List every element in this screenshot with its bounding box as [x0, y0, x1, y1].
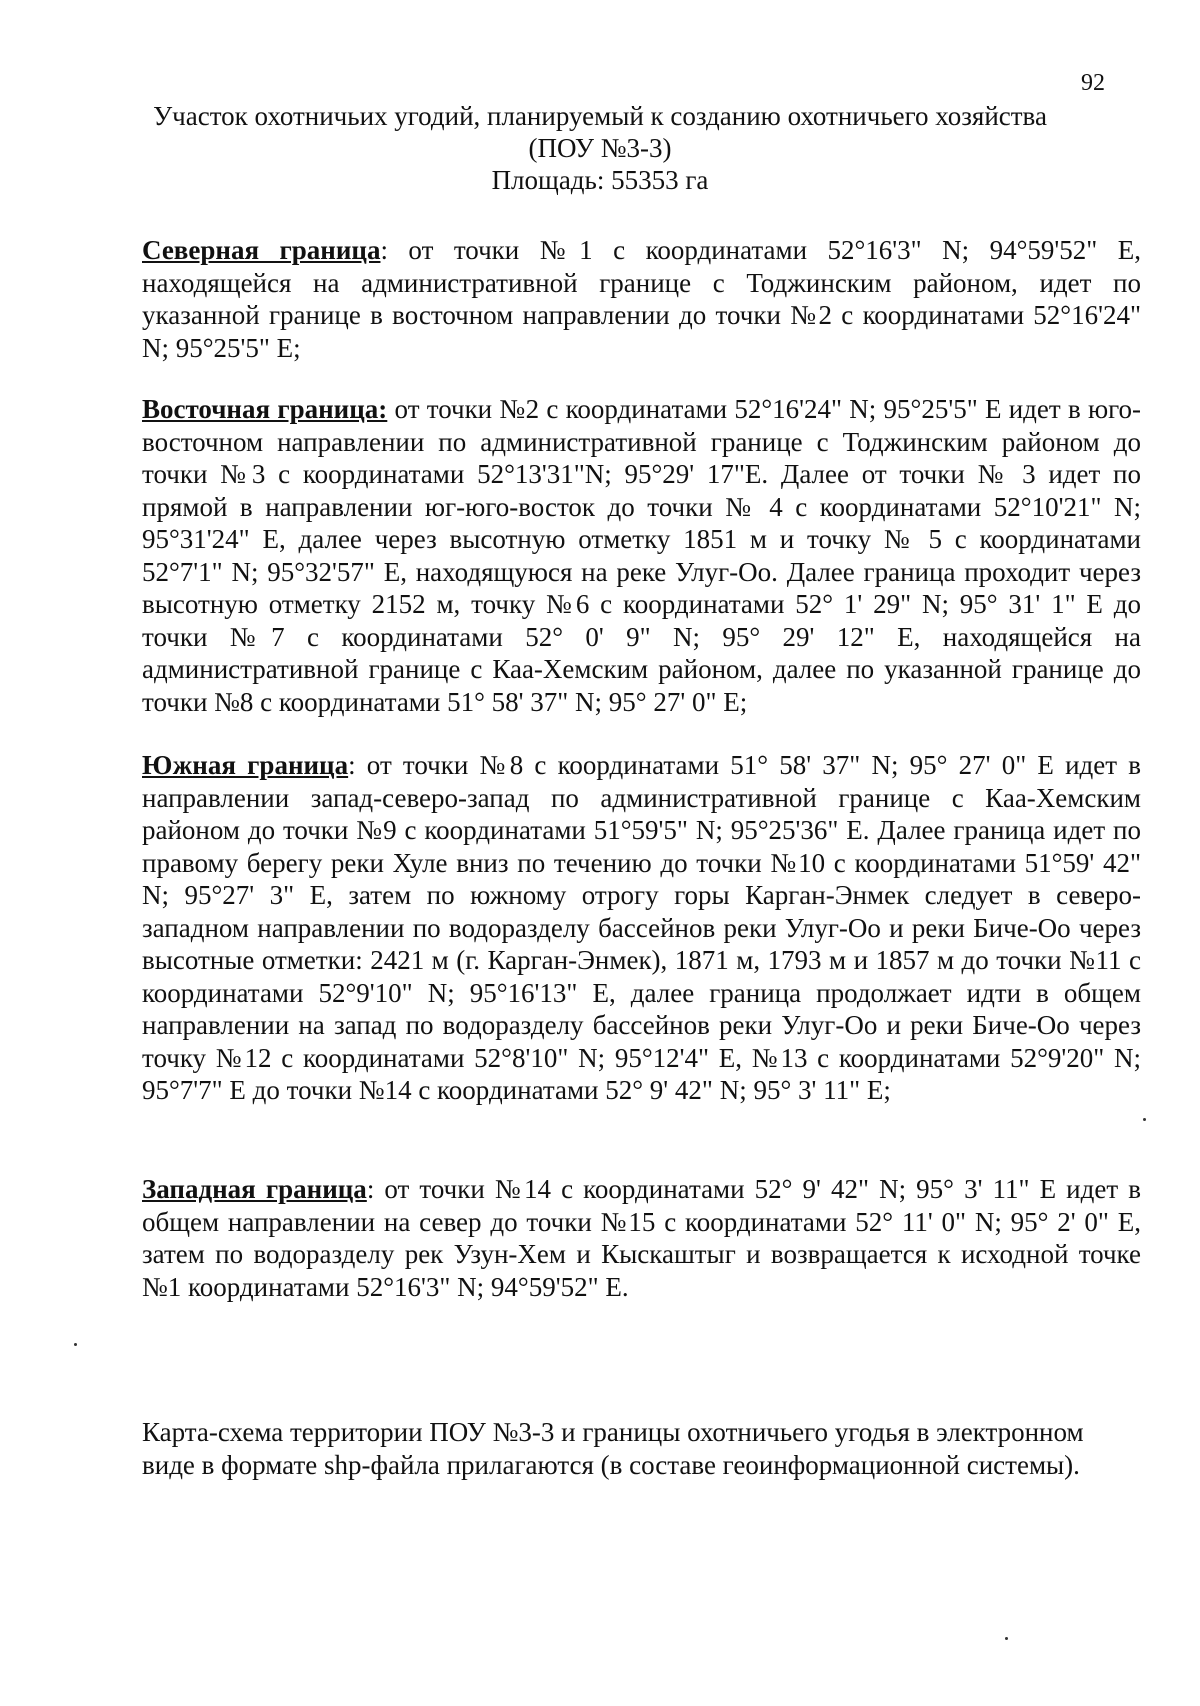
- east-boundary-label: Восточная граница:: [142, 394, 388, 424]
- east-boundary-text: от точки №2 с координатами 52°16'24" N; 95°25'5" E идет в юго-восточном направлении по административной границе с Тоджинским районом до точки №3 с координатами 52°13'31"N; 95°29' 17"E. Далее от точки № 3 идет по прямой в направлении юг-юго-восток до точки № 4 с координатами 52°10'21" N; 95°31'24" E, далее через высотную отметку 1851 м и точку № 5 с координатами 52°7'1" N; 95°32'57" E, находящуюся на реке Улуг-Оо. Далее граница проходит через высотную отметку 2152 м, точку №6 с координатами 52° 1' 29" N; 95° 31' 1" E до точки №7 с координатами 52° 0' 9" N; 95° 29' 12" E, находящейся на административной границе с Каа-Хемским районом, далее по указанной границе до точки №8 с координатами 51° 58' 37" N; 95° 27' 0" E;: [142, 394, 1142, 717]
- east-boundary-paragraph: [142, 393, 1141, 718]
- scan-speck: [1143, 1118, 1146, 1121]
- document-header: [0, 100, 1200, 196]
- west-boundary-label: Западная граница: [142, 1174, 367, 1204]
- west-boundary-paragraph: [142, 1173, 1141, 1303]
- north-boundary-paragraph: [142, 234, 1141, 364]
- header-title: Участок охотничьих угодий, планируемый к созданию охотничьего хозяйства: [153, 101, 1047, 131]
- page-number: 92: [1081, 70, 1105, 96]
- header-area: Площадь: 55353 га: [491, 165, 709, 195]
- west-boundary-text: : от точки №14 с координатами 52° 9' 42" N; 95° 3' 11" E идет в общем направлении на север до точки №15 с координатами 52° 11' 0" N; 95° 2' 0" E, затем по водоразделу рек Узун-Хем и Кыскаштыг и возвращается к исходной точке №1 координатами 52°16'3" N; 94°59'52" E.: [142, 1174, 1141, 1302]
- header-code: (ПОУ №3-3): [528, 133, 672, 163]
- scan-speck: [74, 1343, 77, 1346]
- south-boundary-text: : от точки №8 с координатами 51° 58' 37" N; 95° 27' 0" E идет в направлении запад-северо-запад по административной границе с Каа-Хемским районом до точки №9 с координатами 51°59'5" N; 95°25'36" E. Далее граница идет по правому берегу реки Хуле вниз по течению до точки №10 с координатами 51°59' 42" N; 95°27' 3" E, затем по южному отрогу горы Карган-Энмек следует в северо-западном направлении по водоразделу бассейнов реки Улуг-Оо и реки Биче-Оо через высотные отметки: 2421 м (г. Карган-Энмек), 1871 м, 1793 м и 1857 м до точки №11 с координатами 52°9'10" N; 95°16'13" E, далее граница продолжает идти в общем направлении на запад по водоразделу бассейнов реки Улуг-Оо и реки Биче-Оо через точку №12 с координатами 52°8'10" N; 95°12'4" E, №13 с координатами 52°9'20" N; 95°7'7" E до точки №14 с координатами 52° 9' 42" N; 95° 3' 11" E;: [142, 750, 1141, 1105]
- scan-speck: [1005, 1637, 1008, 1640]
- north-boundary-text: : от точки №1 с координатами 52°16'3" N; 94°59'52" E, находящейся на административной границе с Тоджинским районом, идет по указанной границе в восточном направлении до точки №2 с координатами 52°16'24" N; 95°25'5" E;: [142, 235, 1141, 363]
- map-attachment-note: Карта-схема территории ПОУ №3-3 и границы охотничьего угодья в электронном виде в формате shp-файла прилагаются (в составе геоинформационной системы).: [142, 1417, 1084, 1480]
- south-boundary-paragraph: [142, 749, 1141, 1107]
- north-boundary-label: Северная граница: [142, 235, 381, 265]
- south-boundary-label: Южная граница: [142, 750, 349, 780]
